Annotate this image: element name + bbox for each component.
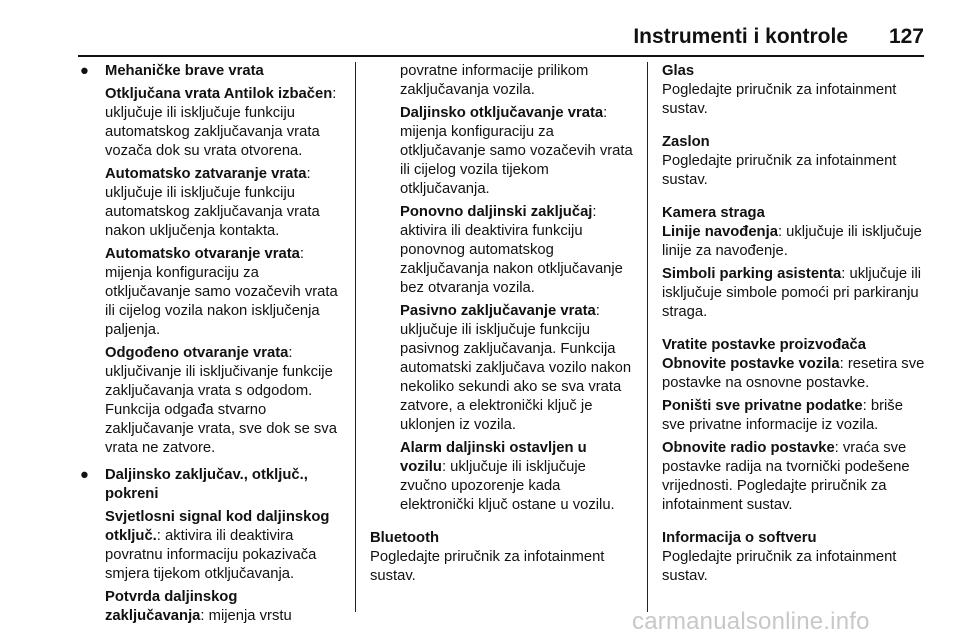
setting-item: Obnovite radio postavke: vraća sve postavke radija na tvornički podešene vrijednosti. Pogledajte priručnik za infotainment sustav. [662, 440, 910, 513]
section-text: Pogledajte priručnik za infotainment sustav. [662, 82, 897, 117]
setting-item: Ponovno daljinski zaključaj: aktivira ili deaktivira funkciju ponovnog automatskog zaključavanja nakon otključavanje bez otvaranja vozila. [400, 204, 623, 296]
bullet-title: Mehaničke brave vrata [105, 63, 264, 79]
continued-text: povratne informacije prilikom zaključavanja vozila. [400, 63, 589, 98]
setting-item: Odgođeno otvaranje vrata: uključivanje ili isključivanje funkcije zaključavanja vrata s odgodom. Funkcija odgađa stvarno zaključavanje vrata, sve dok se sva vrata ne zatvore. [105, 345, 337, 456]
column-2 [370, 62, 634, 590]
section-title: Zaslon [662, 134, 710, 150]
setting-item: Obnovite postavke vozila: resetira sve postavke na osnovne postavke. [662, 356, 925, 391]
section-title: Glas [662, 63, 695, 79]
setting-item: Poništi sve privatne podatke: briše sve privatne informacije iz vozila. [662, 398, 903, 433]
bullet-item-mechanical-locks [80, 62, 338, 458]
setting-item: Automatsko otvaranje vrata: mijenja konfiguraciju za otključavanje samo vozačevih vrata ili cijelog vozila nakon isključenja paljenja. [105, 246, 338, 338]
setting-item: Daljinsko otključavanje vrata: mijenja konfiguraciju za otključavanje samo vozačevih vrata ili cijelog vozila tijekom otključavanja. [400, 105, 633, 197]
column-divider-2 [647, 62, 648, 612]
section-factory-reset [662, 336, 928, 515]
section-text: Pogledajte priručnik za infotainment sustav. [662, 153, 897, 188]
setting-item: Automatsko zatvaranje vrata: uključuje ili isključuje funkciju automatskog zaključavanja vrata nakon uključenja kontakta. [105, 166, 320, 239]
column-3 [662, 62, 928, 590]
bullet-icon: ● [80, 467, 89, 483]
setting-item: Alarm daljinski ostavljen u vozilu: uključuje ili isključuje zvučno upozorenje kada elektronički ključ ostane u vozilu. [400, 440, 615, 513]
section-title: Informacija o softveru [662, 530, 817, 546]
setting-item: Simboli parking asistenta: uključuje ili isključuje simbole pomoći pri parkiranju straga. [662, 266, 922, 320]
setting-item: Svjetlosni signal kod daljinskog otključ.: aktivira ili deaktivira povratnu informaciju pokazivača smjera tijekom otključavanja. [105, 509, 330, 582]
section-bluetooth [370, 529, 634, 586]
setting-item: Linije navođenja: uključuje ili isključuje linije za navođenje. [662, 224, 922, 259]
setting-item: Potvrda daljinskog zaključavanja: mijenja vrstu [105, 589, 292, 624]
setting-item: Otključana vrata Antilok izbačen: uključuje ili isključuje funkciju automatskog zaključavanja vrata vozača dok su vrata otvorena. [105, 86, 337, 159]
bullet-item-remote-lock [80, 466, 338, 626]
page-number: 127 [888, 25, 924, 48]
section-title: Vratite postavke proizvođača [662, 337, 866, 353]
section-software [662, 529, 928, 586]
section-glas [662, 62, 928, 119]
chapter-title: Instrumenti i kontrole [633, 25, 848, 48]
section-text: Pogledajte priručnik za infotainment sustav. [370, 549, 605, 584]
bullet-title: Daljinsko zaključav., otključ., pokreni [105, 467, 308, 502]
column-1 [80, 62, 338, 630]
column-divider-1 [355, 62, 356, 612]
watermark: carmanualsonline.info [632, 608, 870, 635]
bullet-icon: ● [80, 63, 89, 79]
section-text: Pogledajte priručnik za infotainment sustav. [662, 549, 897, 584]
section-title: Bluetooth [370, 530, 440, 546]
setting-item: Pasivno zaključavanje vrata: uključuje ili isključuje funkciju pasivnog zaključavanja. Funkcija automatski zaključava vozilo nakon nekoliko sekundi ako se sva vrata zatvore, a elektronički ključ je uklonjen iz vozila. [400, 303, 632, 433]
header-rule [78, 55, 924, 57]
section-title: Kamera straga [662, 205, 765, 221]
page-header [0, 0, 960, 60]
section-kamera [662, 204, 928, 322]
section-zaslon [662, 133, 928, 190]
